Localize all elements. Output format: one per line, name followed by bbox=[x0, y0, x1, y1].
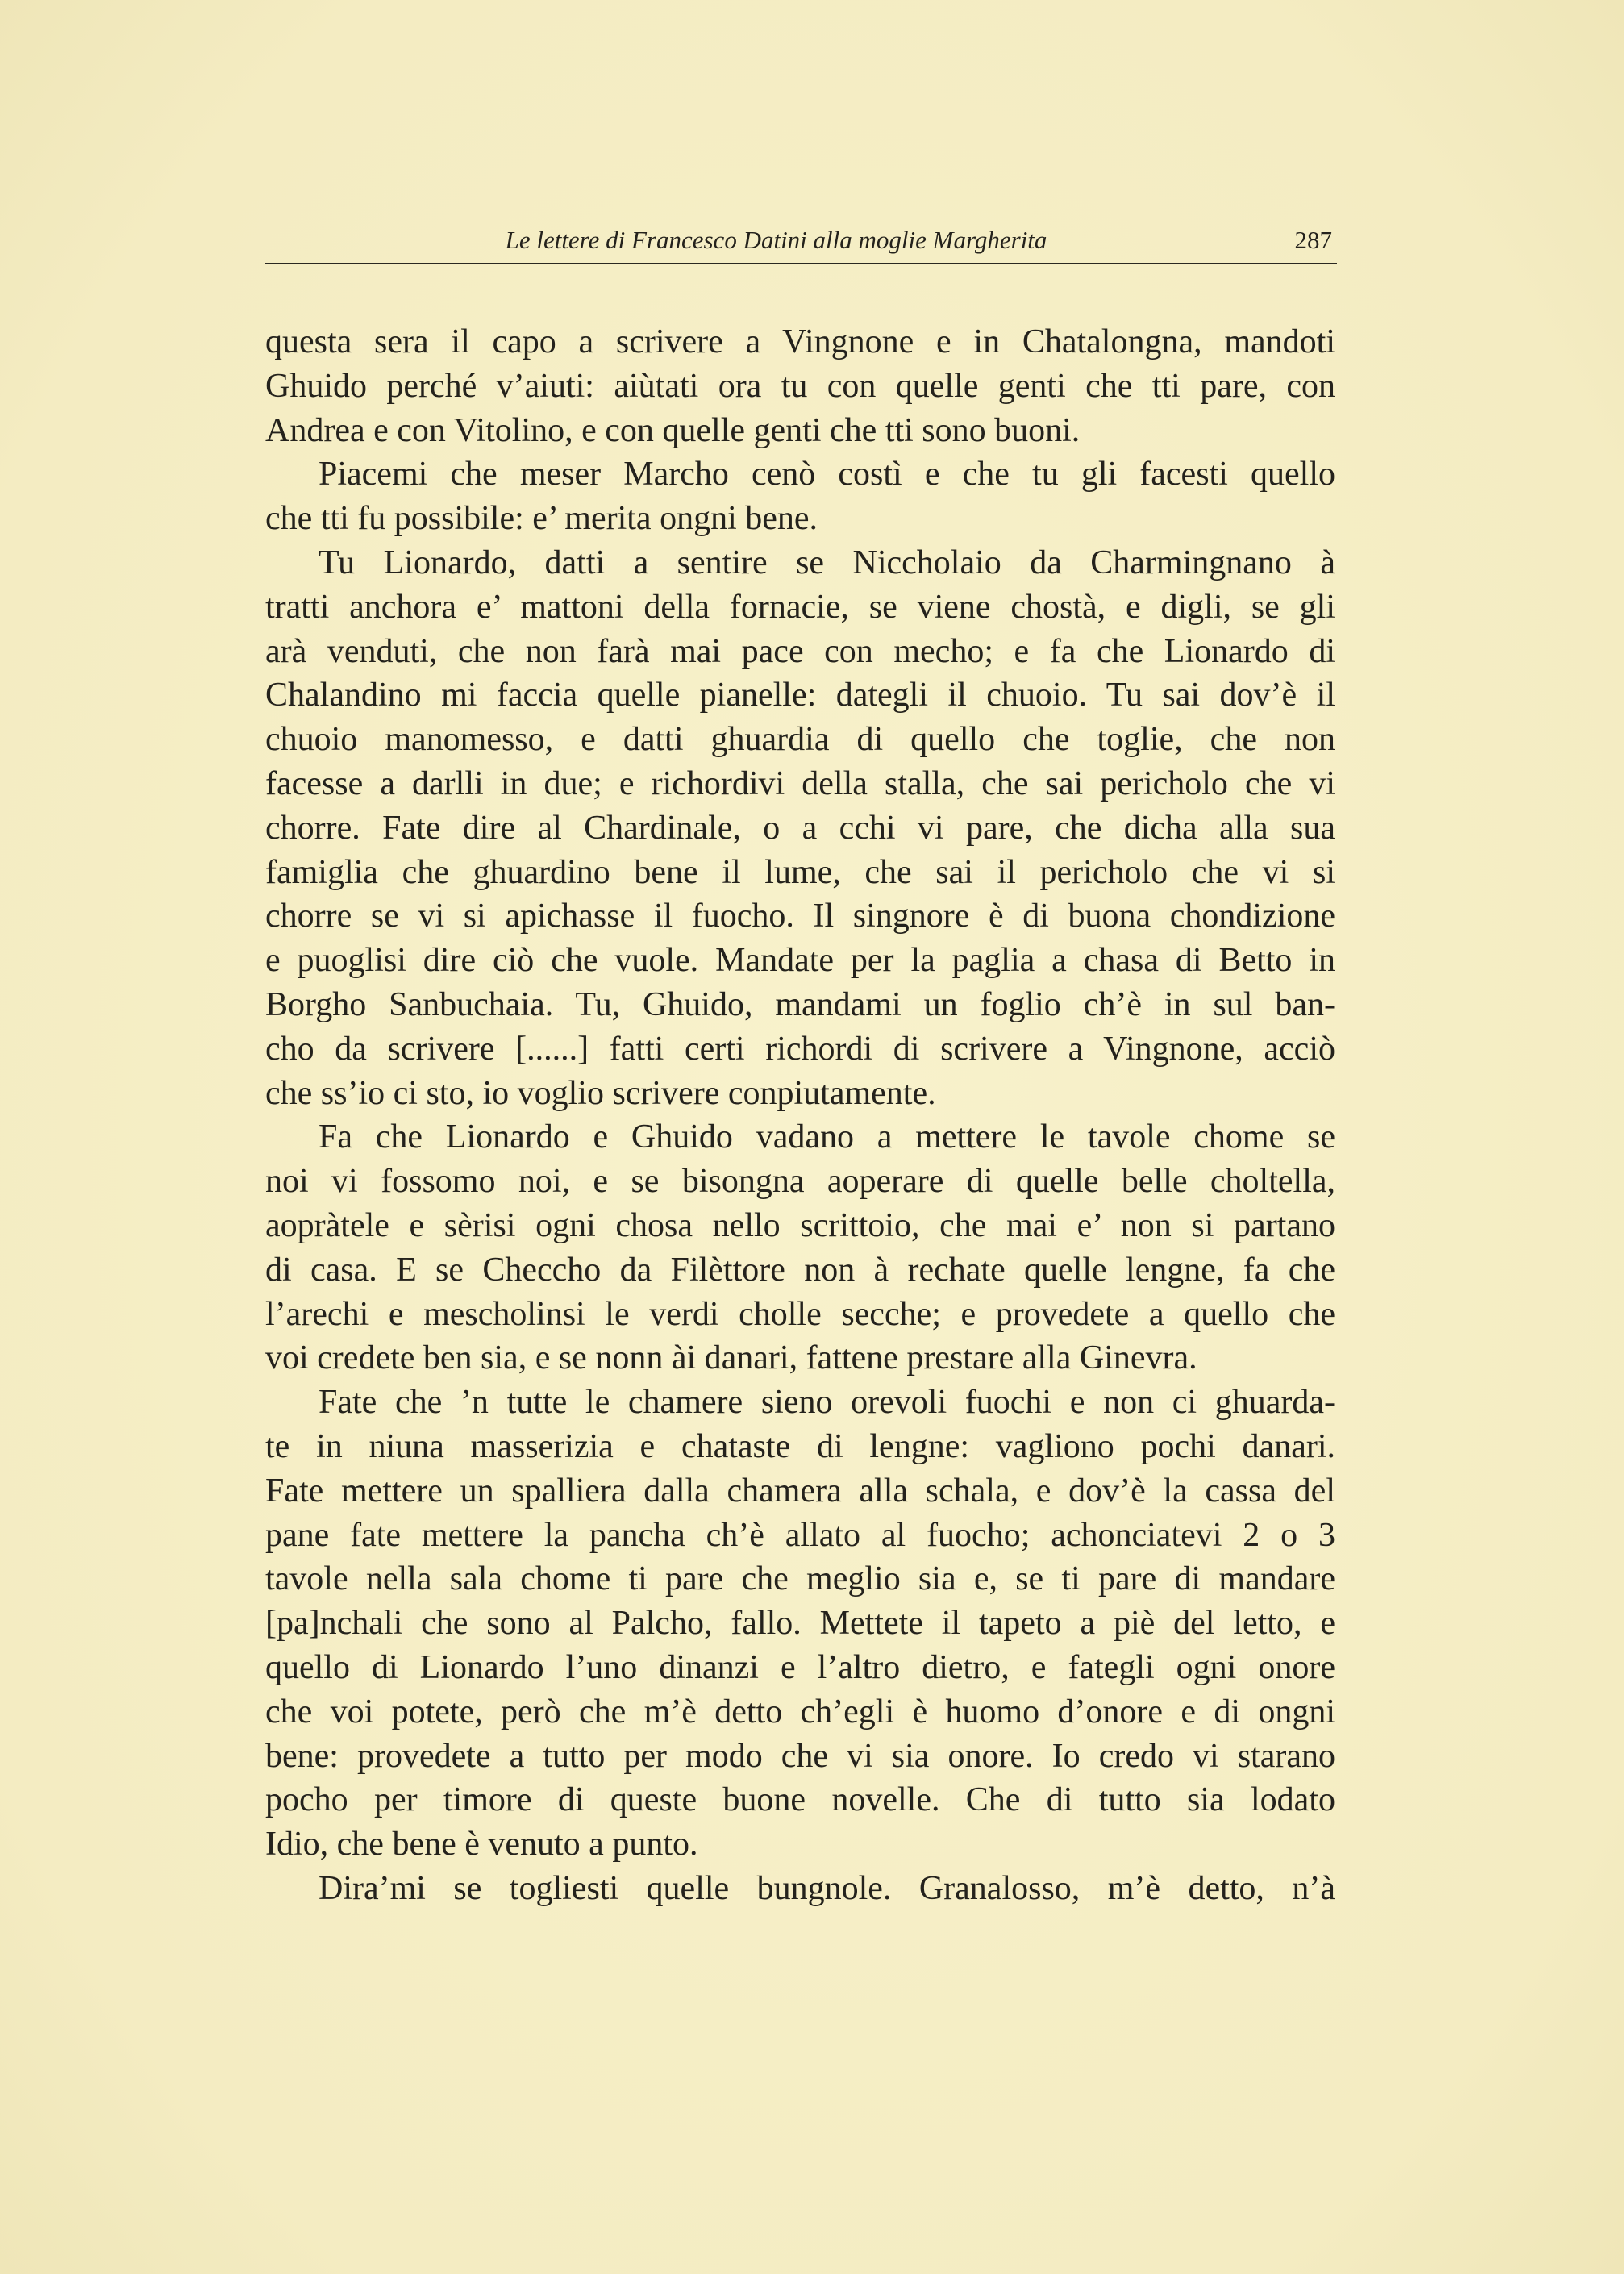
text-line: bene: provedete a tutto per modo che vi sia onore. Io credo vi starano bbox=[265, 1737, 1335, 1775]
text-line: voi credete ben sia, e se nonn ài danari, fattene prestare alla Ginevra. bbox=[265, 1339, 1197, 1377]
paragraph bbox=[265, 320, 1335, 452]
text-line: Fate che ’n tutte le chamere sieno orevoli fuochi e non ci ghuarda- bbox=[319, 1384, 1335, 1422]
text-line: di casa. E se Checcho da Filèttore non à rechate quelle lengne, fa che bbox=[265, 1251, 1335, 1289]
text-line: Chalandino mi faccia quelle pianelle: dategli il chuoio. Tu sai dov’è il bbox=[265, 677, 1335, 714]
text-line: [pa]nchali che sono al Palcho, fallo. Mettete il tapeto a piè del letto, e bbox=[265, 1605, 1335, 1643]
paragraph bbox=[265, 1115, 1335, 1381]
text-line: noi vi fossomo noi, e se bisongna aoperare di quelle belle choltella, bbox=[265, 1163, 1335, 1201]
header-rule bbox=[265, 263, 1337, 264]
page-number: 287 bbox=[1294, 226, 1332, 254]
text-line: cho da scrivere [......] fatti certi richordi di scrivere a Vingnone, acciò bbox=[265, 1030, 1335, 1068]
text-line: che ss’io ci sto, io voglio scrivere conpiutamente. bbox=[265, 1074, 936, 1112]
paragraph bbox=[265, 541, 1335, 1115]
paragraph bbox=[265, 452, 1335, 541]
text-line: chuoio manomesso, e datti ghuardia di quello che toglie, che non bbox=[265, 721, 1335, 759]
text-line: Piacemi che meser Marcho cenò costì e che tu gli facesti quello bbox=[319, 456, 1335, 494]
text-line: Ghuido perché v’aiuti: aiùtati ora tu con quelle genti che tti pare, con bbox=[265, 367, 1335, 405]
text-line: aopràtele e sèrisi ogni chosa nello scrittoio, che mai e’ non si partano bbox=[265, 1206, 1335, 1244]
text-line: l’arechi e mescholinsi le verdi cholle secche; e provedete a quello che bbox=[265, 1295, 1335, 1333]
text-line: che voi potete, però che m’è detto ch’egli è huomo d’onore e di ongni bbox=[265, 1693, 1335, 1730]
running-head-title: Le lettere di Francesco Datini alla moglie Margherita bbox=[505, 226, 1047, 254]
text-line: chorre. Fate dire al Chardinale, o a cchi vi pare, che dicha alla sua bbox=[265, 809, 1335, 847]
text-line: Tu Lionardo, datti a sentire se Niccholaio da Charmingnano à bbox=[319, 544, 1335, 581]
text-line: Idio, che bene è venuto a punto. bbox=[265, 1826, 698, 1864]
text-line: questa sera il capo a scrivere a Vingnone e in Chatalongna, mandoti bbox=[265, 323, 1335, 360]
text-line: che tti fu possibile: e’ merita ongni bene. bbox=[265, 500, 818, 538]
text-line: arà venduti, che non farà mai pace con mecho; e fa che Lionardo di bbox=[265, 632, 1335, 670]
text-line: Fate mettere un spalliera dalla chamera alla schala, e dov’è la cassa del bbox=[265, 1472, 1335, 1510]
paragraph bbox=[265, 1381, 1335, 1867]
text-line: Fa che Lionardo e Ghuido vadano a mettere le tavole chome se bbox=[319, 1118, 1335, 1156]
text-line: tavole nella sala chome ti pare che meglio sia e, se ti pare di mandare bbox=[265, 1560, 1335, 1598]
text-line: pocho per timore di queste buone novelle. Che di tutto sia lodato bbox=[265, 1781, 1335, 1819]
text-line: Andrea e con Vitolino, e con quelle genti che tti sono buoni. bbox=[265, 411, 1081, 449]
paragraph bbox=[265, 1867, 1335, 1911]
text-line: Dira’mi se togliesti quelle bungnole. Granalosso, m’è detto, n’à bbox=[319, 1869, 1335, 1907]
text-line: te in niuna masserizia e chataste di lengne: vagliono pochi danari. bbox=[265, 1427, 1335, 1465]
text-line: pane fate mettere la pancha ch’è allato al fuocho; achonciatevi 2 o 3 bbox=[265, 1516, 1335, 1554]
text-line: chorre se vi si apichasse il fuocho. Il singnore è di buona chondizione bbox=[265, 898, 1335, 935]
text-line: famiglia che ghuardino bene il lume, che sai il pericholo che vi si bbox=[265, 853, 1335, 891]
text-line: quello di Lionardo l’uno dinanzi e l’altro dietro, e fategli ogni onore bbox=[265, 1648, 1335, 1686]
text-line: tratti anchora e’ mattoni della fornacie, se viene chostà, e digli, se gli bbox=[265, 588, 1335, 626]
running-head bbox=[265, 219, 1335, 260]
text-line: e puoglisi dire ciò che vuole. Mandate per la paglia a chasa di Betto in bbox=[265, 942, 1335, 980]
body-text bbox=[265, 320, 1335, 1911]
text-line: facesse a darlli in due; e richordivi della stalla, che sai pericholo che vi bbox=[265, 764, 1335, 802]
text-line: Borgho Sanbuchaia. Tu, Ghuido, mandami un foglio ch’è in sul ban- bbox=[265, 985, 1335, 1023]
